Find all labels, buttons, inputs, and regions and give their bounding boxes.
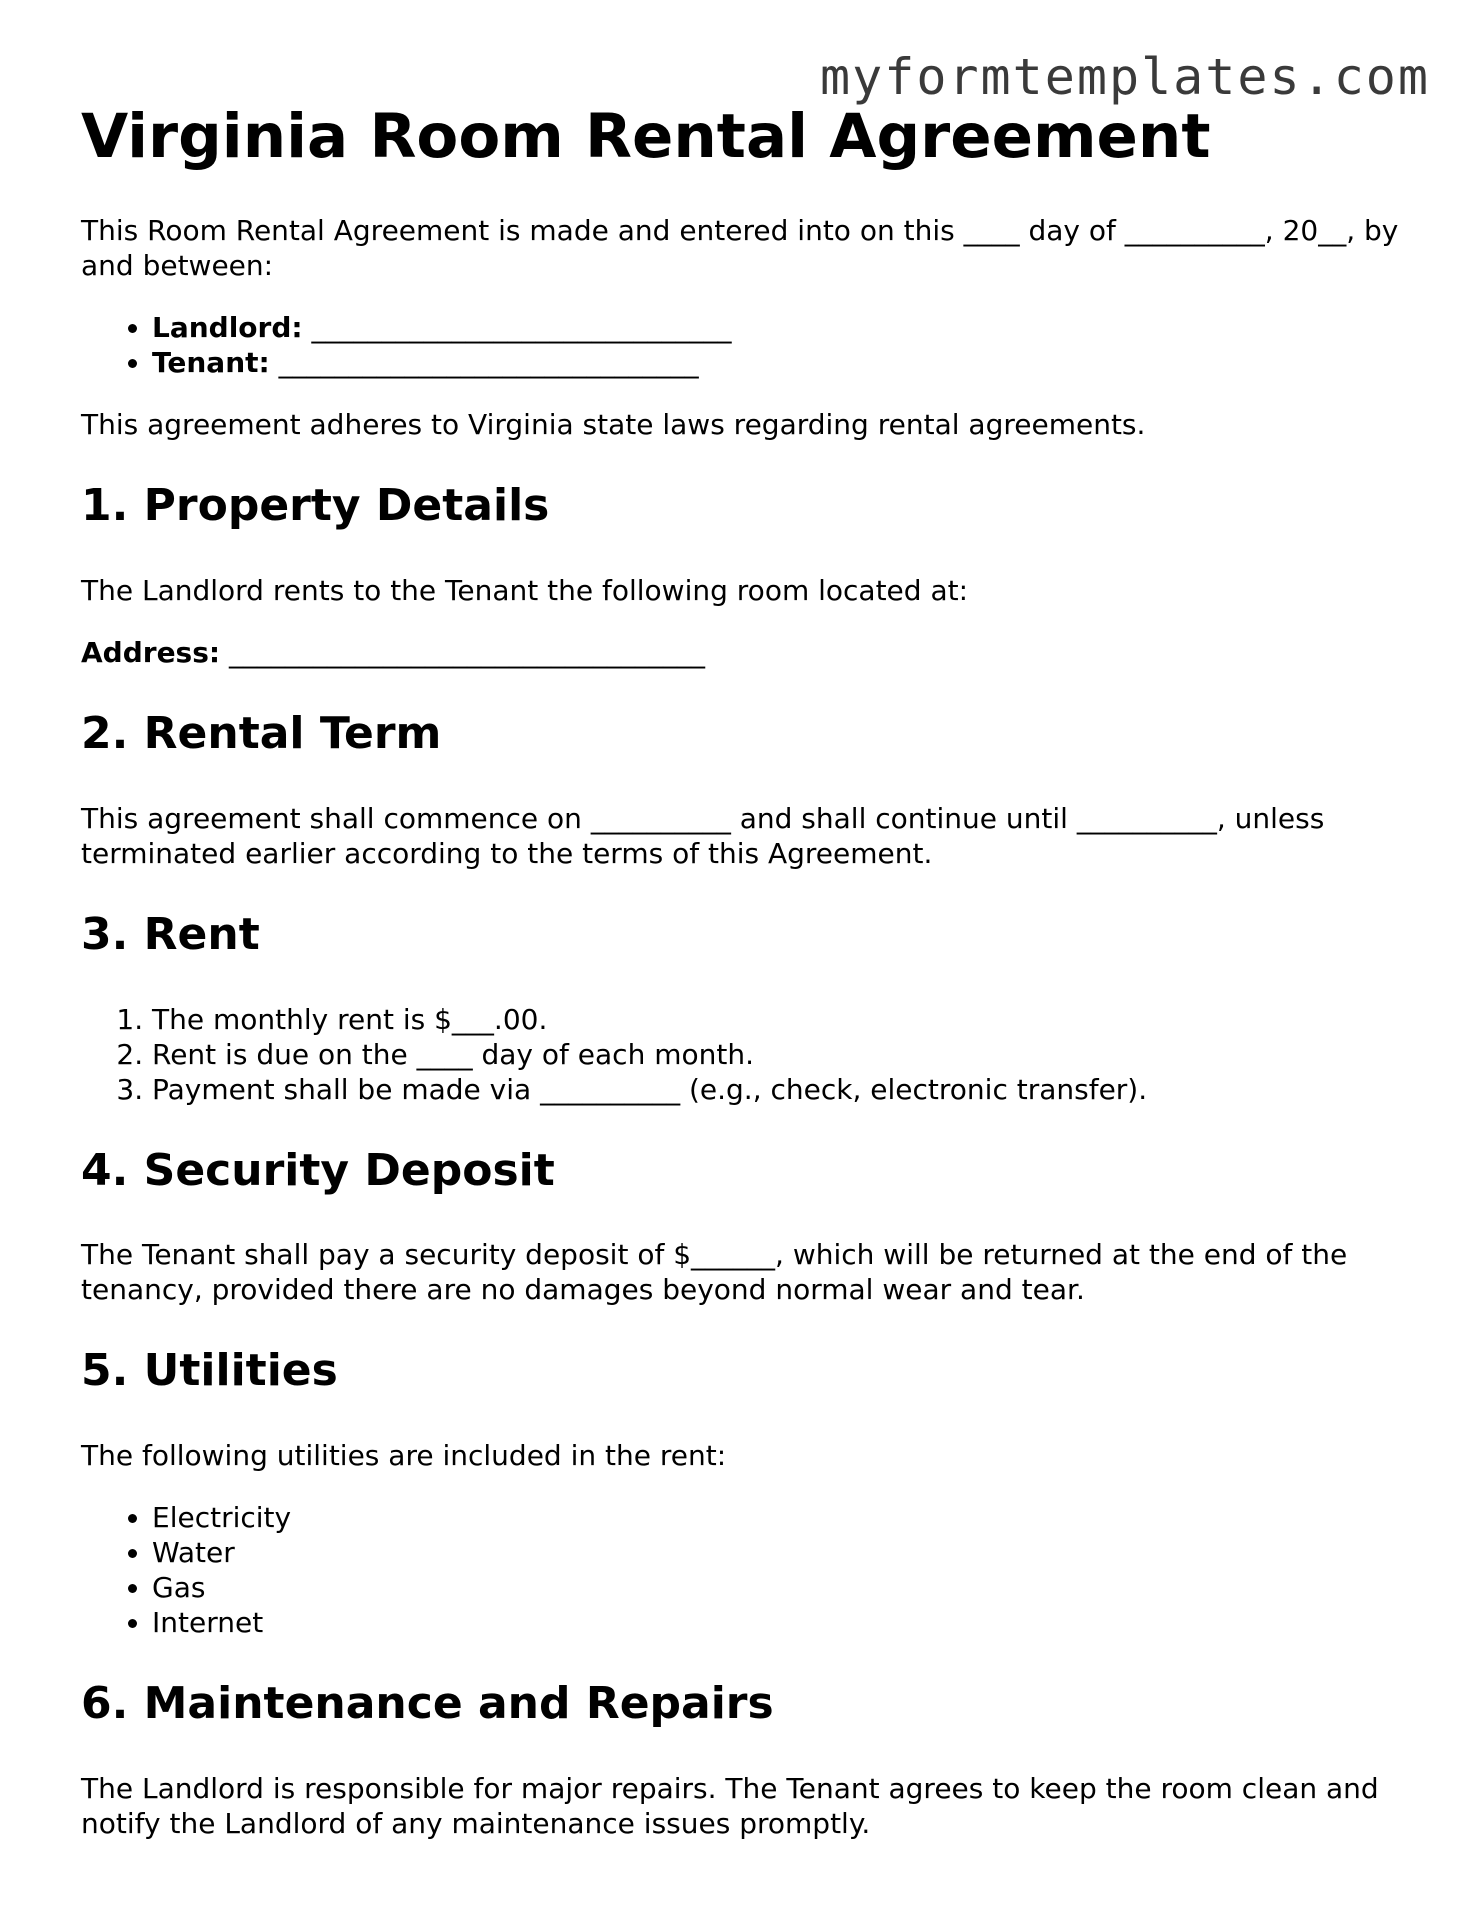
maintenance-paragraph: The Landlord is responsible for major repairs. The Tenant agrees to keep the room clean and notify the Landlord of any maintenance issues promptly. (81, 1771, 1379, 1840)
utilities-list (81, 1500, 1411, 1640)
property-paragraph: The Landlord rents to the Tenant the following room located at: (81, 573, 969, 607)
watermark: myformtemplates.com (820, 48, 1430, 106)
list-item: 2. Rent is due on the ____ day of each month. (152, 1037, 1411, 1072)
section-heading-rent: 3. Rent (81, 908, 260, 960)
deposit-paragraph: The Tenant shall pay a security deposit of $______, which will be returned at the end of the tenancy, provided there are no damages beyond normal wear and tear. (81, 1238, 1348, 1307)
list-item: 1. The monthly rent is $___.00. (152, 1002, 1411, 1037)
section-heading-deposit: 4. Security Deposit (81, 1144, 555, 1196)
list-item: • Electricity (152, 1500, 1411, 1535)
party-blank: ______________________________ (311, 311, 732, 345)
utilities-paragraph: The following utilities are included in the rent: (81, 1439, 727, 1473)
party-label: Tenant: (152, 346, 270, 380)
rent-list (81, 1002, 1411, 1107)
list-item: • Gas (152, 1570, 1411, 1605)
list-item: 3. Payment shall be made via __________ (e.g., check, electronic transfer). (152, 1072, 1411, 1107)
party-tenant (152, 345, 1411, 380)
parties-list (81, 310, 1411, 380)
term-paragraph: This agreement shall commence on __________ and shall continue until __________, unless terminated earlier according to the terms of this Agreement. (81, 801, 1325, 870)
list-item: • Internet (152, 1605, 1411, 1640)
document-page (81, 100, 1411, 1868)
section-heading-utilities: 5. Utilities (81, 1345, 338, 1397)
list-item: • Water (152, 1535, 1411, 1570)
page-title: Virginia Room Rental Agreement (81, 101, 1211, 172)
address-blank: __________________________________ (229, 635, 705, 669)
section-heading-maintenance: 6. Maintenance and Repairs (81, 1678, 774, 1730)
party-label: Landlord: (152, 311, 303, 345)
party-blank: ______________________________ (278, 346, 699, 380)
intro-paragraph: This Room Rental Agreement is made and entered into on this ____ day of __________, 20__, by and between: (81, 214, 1399, 283)
section-heading-term: 2. Rental Term (81, 707, 442, 759)
party-landlord (152, 310, 1411, 345)
section-heading-property: 1. Property Details (81, 480, 550, 532)
address-line (81, 635, 1411, 670)
address-label: Address: (81, 635, 221, 669)
compliance-paragraph: This agreement adheres to Virginia state laws regarding rental agreements. (81, 408, 1146, 442)
